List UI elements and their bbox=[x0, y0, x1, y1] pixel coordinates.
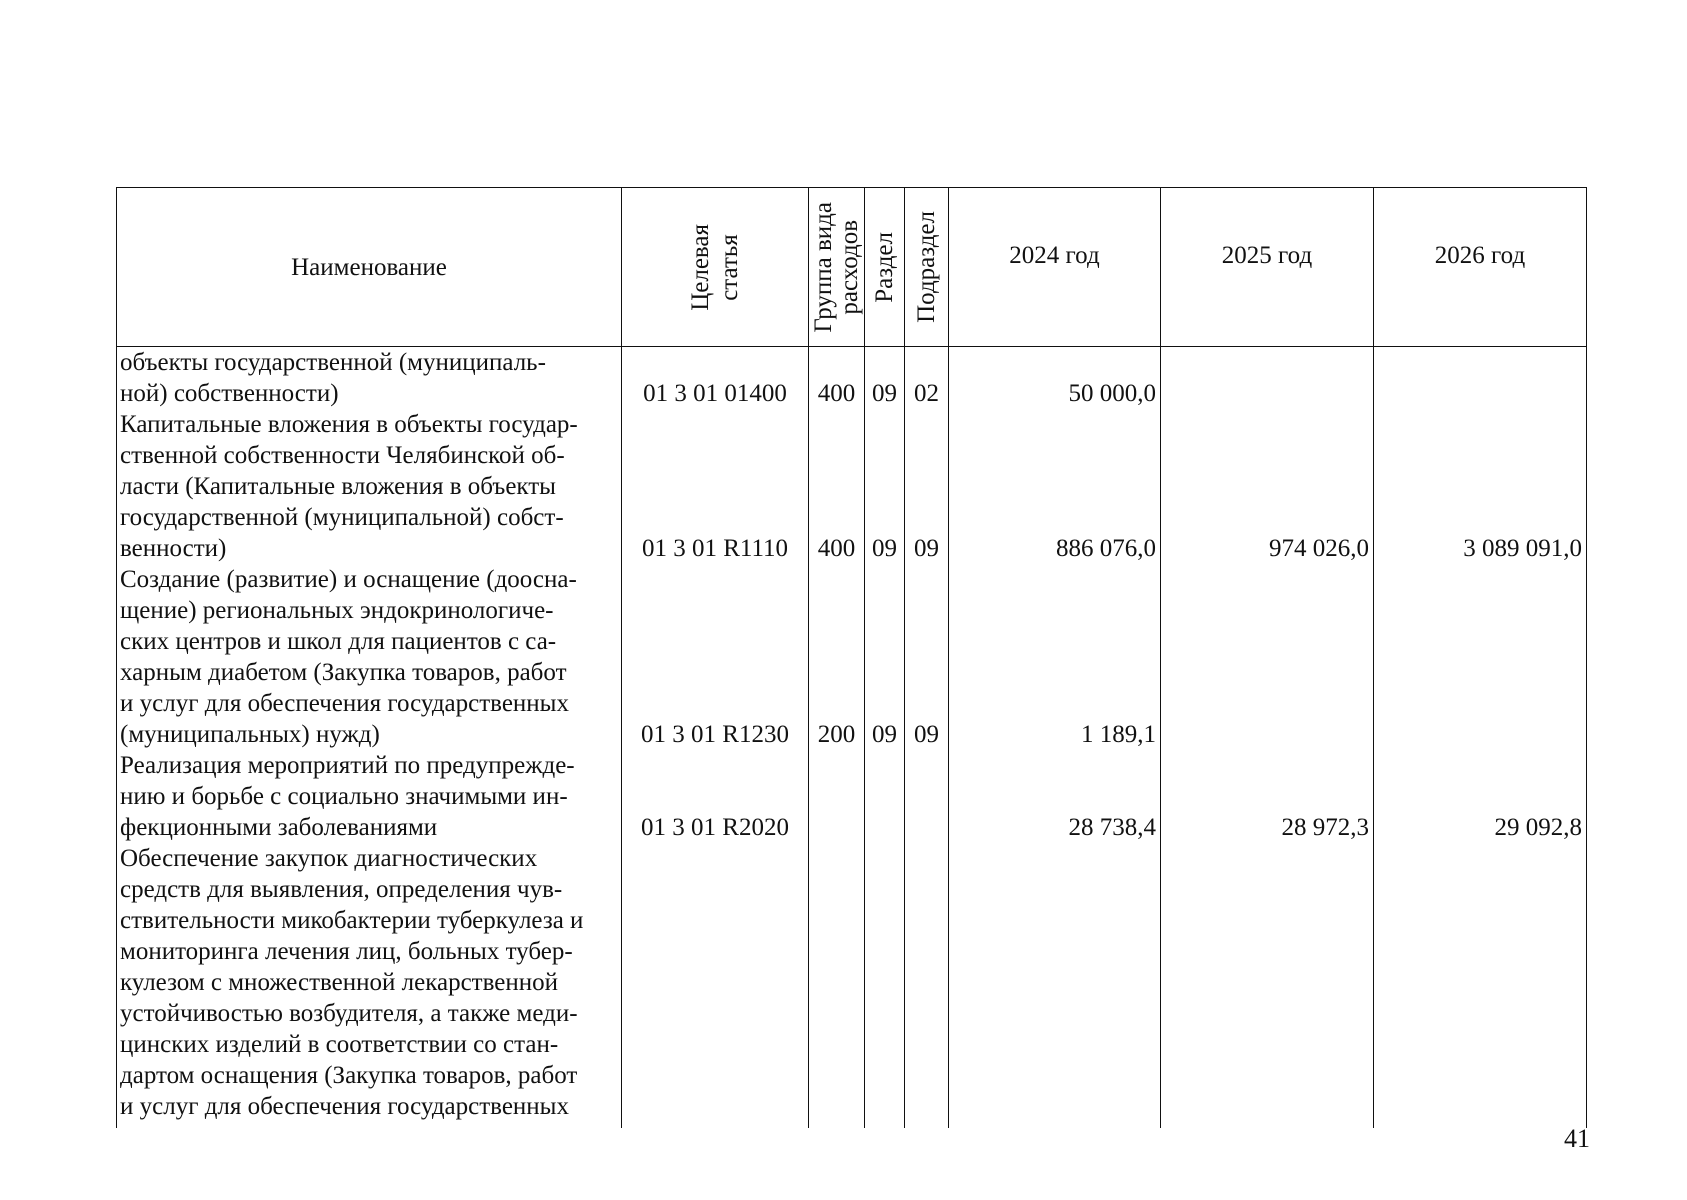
row-subsection: 02 bbox=[905, 347, 949, 410]
budget-table bbox=[116, 187, 1587, 1128]
header-subsection: Подраздел bbox=[905, 188, 949, 347]
row-section: 09 bbox=[865, 564, 905, 750]
row-name: Обеспечение закупок диагностических средств для выявления, определения чув- ствительности микобактерии туберкулеза и мониторинга лечения лиц, больных тубер- кулезом с множественной лекарственной устойчивостью возбудителя, а также меди- цинских изделий в соответствии со стан- дартом оснащения (Закупка товаров, работ и услуг для обеспечения государственных bbox=[117, 843, 622, 1128]
row-target-article bbox=[622, 843, 809, 1128]
row-target-article: 01 3 01 R2020 bbox=[622, 750, 809, 843]
row-name: Капитальные вложения в объекты государ- ственной собственности Челябинской об- ласти (Капитальные вложения в объекты государственной (муниципальной) собст- венности) bbox=[117, 409, 622, 564]
row-value-2026: 29 092,8 bbox=[1374, 750, 1587, 843]
row-value-2026 bbox=[1374, 564, 1587, 750]
row-target-article: 01 3 01 R1110 bbox=[622, 409, 809, 564]
header-year-2026: 2026 год bbox=[1374, 188, 1587, 347]
row-expense-group: 400 bbox=[809, 409, 865, 564]
header-expense-group: Группа вида расходов bbox=[809, 188, 865, 347]
row-value-2025 bbox=[1161, 564, 1374, 750]
table-row bbox=[117, 843, 1587, 1128]
row-target-article: 01 3 01 R1230 bbox=[622, 564, 809, 750]
page-number: 41 bbox=[1564, 1124, 1590, 1153]
table-row bbox=[117, 750, 1587, 843]
table-row bbox=[117, 347, 1587, 410]
row-value-2024: 886 076,0 bbox=[949, 409, 1161, 564]
row-value-2026 bbox=[1374, 347, 1587, 410]
row-expense-group: 200 bbox=[809, 564, 865, 750]
row-subsection: 09 bbox=[905, 564, 949, 750]
row-value-2025: 28 972,3 bbox=[1161, 750, 1374, 843]
row-subsection bbox=[905, 843, 949, 1128]
row-value-2026: 3 089 091,0 bbox=[1374, 409, 1587, 564]
row-subsection: 09 bbox=[905, 409, 949, 564]
row-section: 09 bbox=[865, 409, 905, 564]
header-name: Наименование bbox=[117, 188, 622, 347]
row-name: Реализация мероприятий по предупрежде- нию и борьбе с социально значимыми ин- фекционными заболеваниями bbox=[117, 750, 622, 843]
header-year-2024: 2024 год bbox=[949, 188, 1161, 347]
row-value-2025 bbox=[1161, 347, 1374, 410]
header-section: Раздел bbox=[865, 188, 905, 347]
row-value-2024: 28 738,4 bbox=[949, 750, 1161, 843]
row-subsection bbox=[905, 750, 949, 843]
row-expense-group bbox=[809, 750, 865, 843]
table-header-row bbox=[117, 188, 1587, 347]
row-section bbox=[865, 843, 905, 1128]
row-value-2025: 974 026,0 bbox=[1161, 409, 1374, 564]
row-value-2024: 1 189,1 bbox=[949, 564, 1161, 750]
row-value-2024: 50 000,0 bbox=[949, 347, 1161, 410]
row-section bbox=[865, 750, 905, 843]
header-year-2025: 2025 год bbox=[1161, 188, 1374, 347]
table-row bbox=[117, 409, 1587, 564]
table-row bbox=[117, 564, 1587, 750]
table-body bbox=[117, 347, 1587, 1129]
row-expense-group: 400 bbox=[809, 347, 865, 410]
row-value-2025 bbox=[1161, 843, 1374, 1128]
row-section: 09 bbox=[865, 347, 905, 410]
header-target-article: Целевая статья bbox=[622, 188, 809, 347]
row-name: Создание (развитие) и оснащение (доосна- щение) региональных эндокринологиче- ских центров и школ для пациентов с са- харным диабетом (Закупка товаров, работ и услуг для обеспечения государственных (муниципальных) нужд) bbox=[117, 564, 622, 750]
row-target-article: 01 3 01 01400 bbox=[622, 347, 809, 410]
row-expense-group bbox=[809, 843, 865, 1128]
row-name: объекты государственной (муниципаль- ной) собственности) bbox=[117, 347, 622, 410]
row-value-2026 bbox=[1374, 843, 1587, 1128]
row-value-2024 bbox=[949, 843, 1161, 1128]
